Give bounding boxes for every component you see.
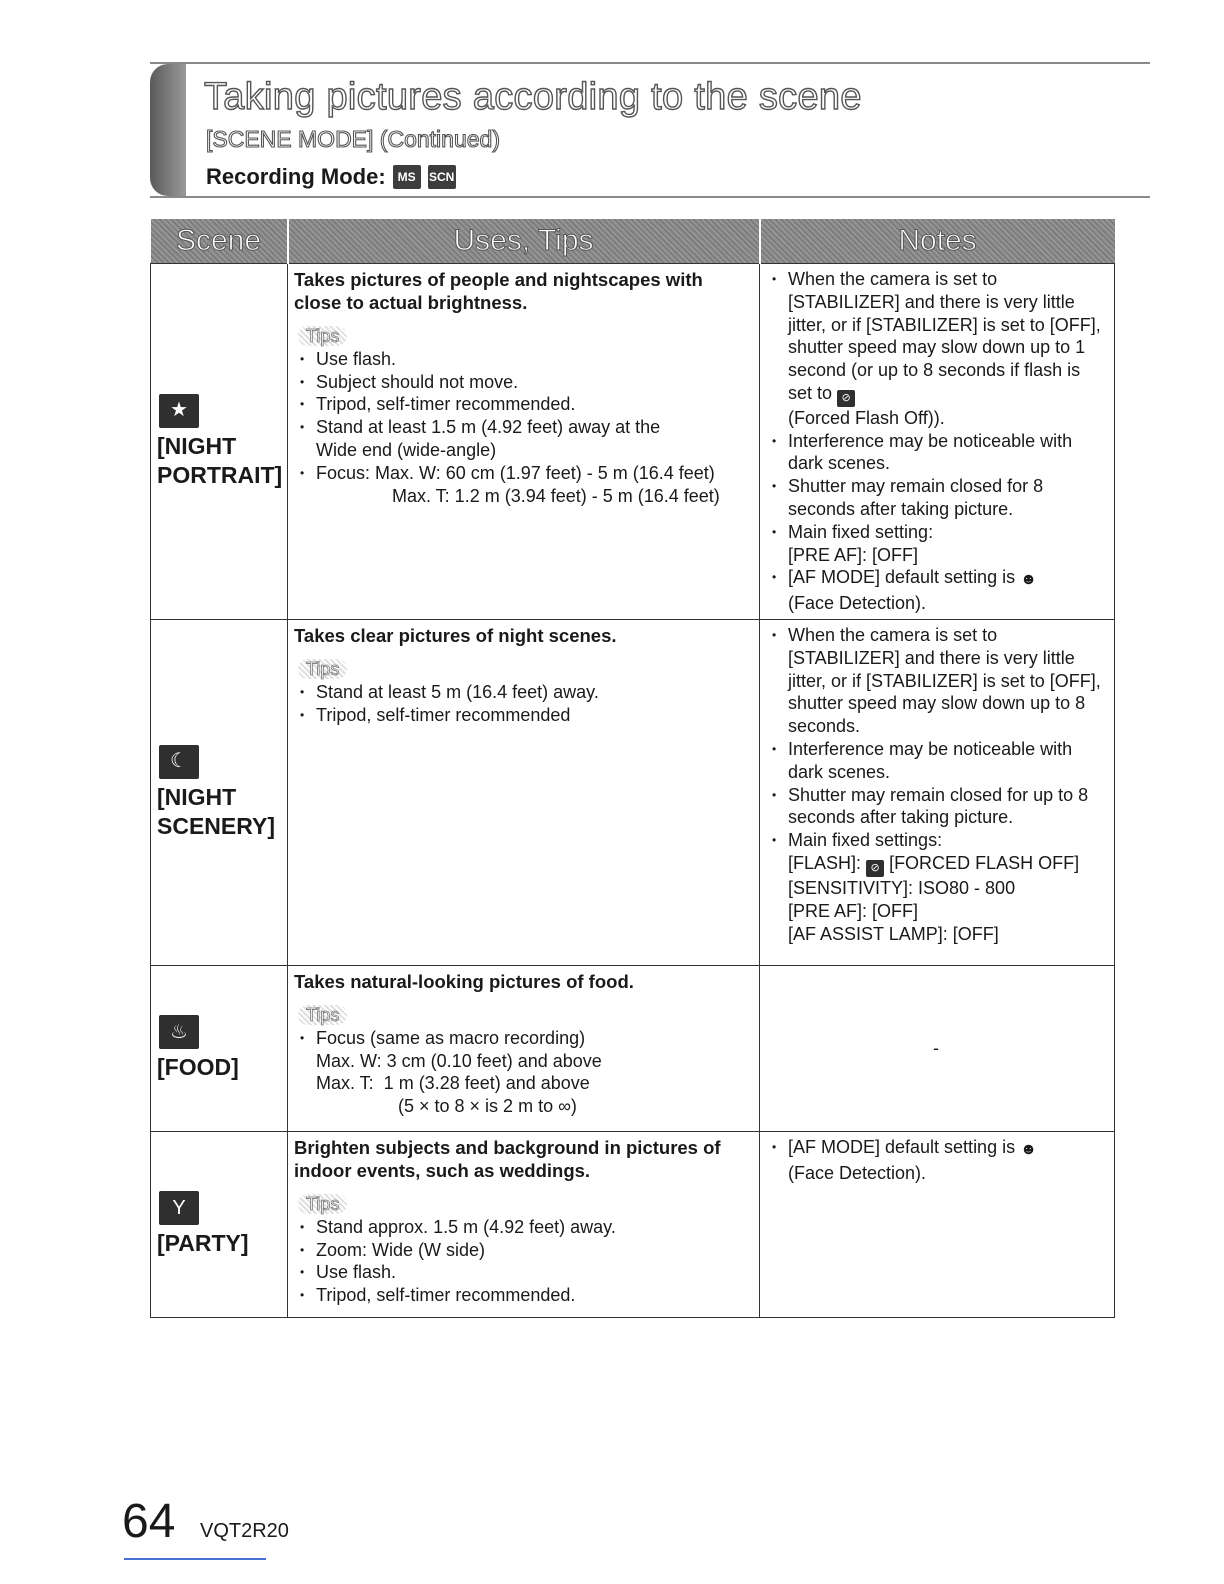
- list-item: [766, 566, 1106, 615]
- recording-mode: [206, 164, 456, 190]
- uses-tips-cell: [288, 966, 760, 1132]
- scene-cell: [151, 620, 288, 966]
- column-header-notes: Notes: [760, 219, 1115, 264]
- document-code: VQT2R20: [200, 1520, 289, 1542]
- notes-list: [766, 624, 1106, 945]
- column-header-uses-tips: Uses, Tips: [288, 219, 760, 264]
- column-header-scene: Scene: [151, 219, 288, 264]
- table-row: [151, 620, 1115, 966]
- list-item: • Stand approx. 1.5 m (4.92 feet) away.: [294, 1216, 753, 1239]
- list-item: [766, 829, 1106, 945]
- tips-list: [294, 1027, 753, 1050]
- tip-continuation: Max. W: 3 cm (0.10 feet) and above: [316, 1050, 602, 1071]
- note-text: (Face Detection).: [788, 593, 927, 614]
- list-item: • Subject should not move.: [294, 371, 753, 394]
- note-text: When the camera is set to [STABILIZER] and there is very little jitter, or if [STABILIZER] is set to [OFF], shutter speed may slow down up to 1 second (or up to 8 seconds if flash is set to: [788, 269, 1101, 403]
- tip-continuation: Max. T: 1.2 m (3.94 feet) - 5 m (16.4 feet): [392, 485, 720, 506]
- notes-list: [766, 268, 1106, 615]
- list-item: [766, 521, 1106, 567]
- recording-mode-label: Recording Mode:: [206, 164, 386, 189]
- uses-heading: Takes natural-looking pictures of food.: [294, 971, 634, 993]
- list-item: • Stand at least 1.5 m (4.92 feet) away at the: [294, 416, 753, 439]
- table-row: [151, 264, 1115, 620]
- page-number-underline: [124, 1558, 266, 1560]
- list-item: • Use flash.: [294, 348, 753, 371]
- scene-table: [150, 219, 1115, 1318]
- tips-label: Tips: [298, 1194, 347, 1214]
- food-icon: ♨: [159, 1015, 199, 1049]
- note-text: Main fixed setting:: [788, 521, 934, 542]
- header-accent-bar: [150, 64, 186, 196]
- uses-tips-cell: [288, 264, 760, 620]
- notes-cell: [760, 264, 1115, 620]
- list-item: • Shutter may remain closed for 8 seconds after taking picture.: [766, 475, 1106, 521]
- uses-tips-cell: [288, 620, 760, 966]
- list-item: • Interference may be noticeable with dark scenes.: [766, 738, 1106, 784]
- sensitivity-setting: [SENSITIVITY]: ISO80 - 800: [788, 877, 1016, 898]
- empty-note-dash: -: [933, 1038, 939, 1059]
- list-item: • Use flash.: [294, 1261, 753, 1284]
- tip-continuation: Wide end (wide-angle): [316, 439, 497, 460]
- uses-heading: Takes pictures of people and nightscapes with close to actual brightness.: [294, 269, 703, 313]
- uses-heading: Brighten subjects and background in pictures of indoor events, such as weddings.: [294, 1137, 721, 1182]
- table-row: [151, 1132, 1115, 1318]
- notes-cell: [760, 966, 1115, 1132]
- note-text: (Face Detection).: [788, 1162, 927, 1183]
- list-item: • Focus (same as macro recording): [294, 1027, 753, 1050]
- party-icon: Y: [159, 1191, 199, 1225]
- af-assist-setting: [AF ASSIST LAMP]: [OFF]: [788, 923, 999, 944]
- note-text: [AF MODE] default setting is: [788, 1137, 1016, 1158]
- notes-cell: [760, 620, 1115, 966]
- uses-tips-cell: [288, 1132, 760, 1318]
- list-item: • Stand at least 5 m (16.4 feet) away.: [294, 681, 753, 704]
- list-item: • Tripod, self-timer recommended: [294, 704, 753, 727]
- uses-heading: Takes clear pictures of night scenes.: [294, 625, 617, 647]
- scene-name: [NIGHT PORTRAIT]: [157, 432, 283, 488]
- face-detection-icon: ☻: [1020, 571, 1037, 589]
- flash-off-icon: ⊘: [866, 860, 884, 877]
- scene-name: [PARTY]: [157, 1230, 249, 1257]
- scene-cell: [151, 966, 288, 1132]
- table-row: [151, 966, 1115, 1132]
- tips-list: [294, 681, 753, 727]
- scene-name: [NIGHT SCENERY]: [157, 783, 275, 839]
- list-item: [766, 268, 1106, 430]
- note-text: [AF MODE] default setting is: [788, 567, 1016, 588]
- list-item: • Focus: Max. W: 60 cm (1.97 feet) - 5 m (16.4 feet): [294, 462, 753, 485]
- note-text: [PRE AF]: [OFF]: [788, 544, 919, 565]
- page-title: Taking pictures according to the scene: [204, 76, 862, 118]
- tip-continuation: (5 × to 8 × is 2 m to ∞): [398, 1096, 577, 1117]
- tips-label: Tips: [298, 326, 347, 346]
- flash-setting-value: [FORCED FLASH OFF]: [889, 853, 1080, 874]
- note-text: Main fixed settings:: [788, 830, 943, 851]
- night-portrait-icon: ★: [159, 394, 199, 428]
- list-item: • Interference may be noticeable with dark scenes.: [766, 430, 1106, 476]
- ms-mode-icon: MS: [393, 165, 421, 189]
- scene-cell: [151, 1132, 288, 1318]
- page-subtitle: [SCENE MODE] (Continued): [206, 126, 500, 152]
- list-item: • Tripod, self-timer recommended.: [294, 393, 753, 416]
- tips-list-cont: [294, 462, 753, 485]
- table-header-row: [151, 219, 1115, 264]
- night-scenery-icon: ☾: [159, 745, 199, 779]
- tips-label: Tips: [298, 659, 347, 679]
- tips-list: [294, 348, 753, 439]
- notes-list: [766, 1136, 1106, 1185]
- pre-af-setting: [PRE AF]: [OFF]: [788, 900, 919, 921]
- list-item: [766, 1136, 1106, 1185]
- tips-label: Tips: [298, 1005, 347, 1025]
- scn-mode-icon: SCN: [428, 165, 456, 189]
- page-number: 64: [122, 1495, 176, 1548]
- list-item: • Zoom: Wide (W side): [294, 1239, 753, 1262]
- flash-off-icon: ⊘: [837, 390, 855, 407]
- scene-name: [FOOD]: [157, 1054, 239, 1081]
- tips-list: [294, 1216, 753, 1307]
- face-detection-icon: ☻: [1020, 1141, 1037, 1159]
- section-header: [150, 62, 1150, 198]
- list-item: • When the camera is set to [STABILIZER] and there is very little jitter, or if [STABILIZER] is set to [OFF], shutter speed may slow down up to 8 seconds.: [766, 624, 1106, 738]
- list-item: • Shutter may remain closed for up to 8 seconds after taking picture.: [766, 784, 1106, 830]
- flash-setting-label: [FLASH]:: [788, 853, 862, 874]
- scene-cell: [151, 264, 288, 620]
- note-text: (Forced Flash Off)).: [788, 407, 945, 428]
- notes-cell: [760, 1132, 1115, 1318]
- list-item: • Tripod, self-timer recommended.: [294, 1284, 753, 1307]
- tip-continuation: Max. T: 1 m (3.28 feet) and above: [316, 1073, 590, 1094]
